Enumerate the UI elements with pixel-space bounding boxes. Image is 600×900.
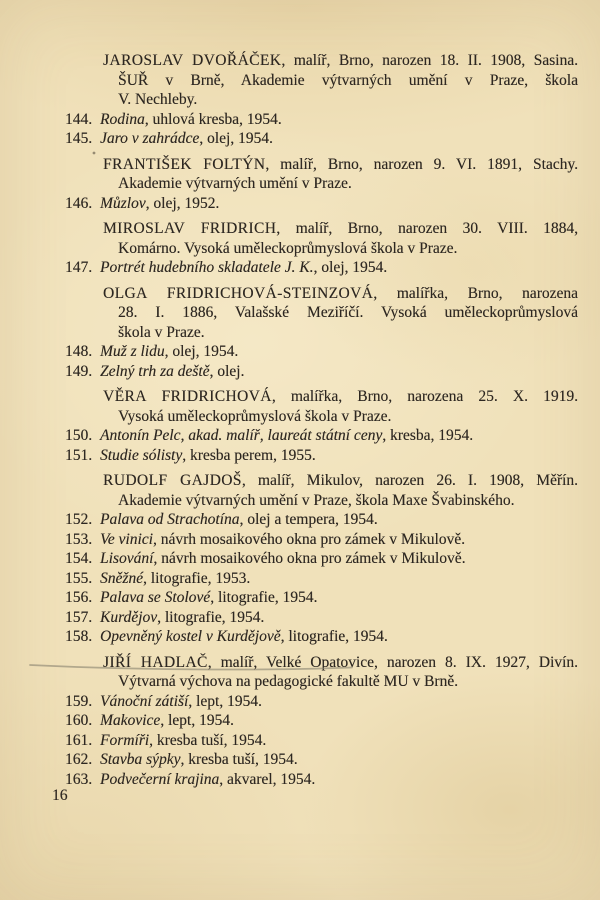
work-item <box>65 426 578 446</box>
works-list <box>65 110 578 149</box>
artist-details: , malíř, Mikulov, narozen 26. I. 1908, Měřín. <box>241 472 578 489</box>
work-title: Můzlov <box>100 194 146 212</box>
work-title: Studie sólisty <box>100 446 183 464</box>
artist-entry <box>65 653 578 790</box>
work-item <box>65 711 578 731</box>
work-title: Ve vinici <box>100 530 153 548</box>
work-details: , návrh mosaikového okna pro zámek v Mikulově. <box>152 530 466 548</box>
work-title: Palava se Stolové <box>100 589 211 606</box>
work-entry-text <box>100 510 578 530</box>
work-title: Makovice <box>100 712 161 729</box>
work-entry-text <box>100 731 578 751</box>
artist-details: , malířka, Brno, narozena 25. X. 1919. <box>271 388 578 405</box>
work-title: Vánoční zátiší <box>100 692 189 710</box>
work-title: Zelný trh za deště <box>100 362 210 380</box>
work-number: 160. <box>65 712 93 729</box>
artist-name: JAROSLAV DVOŘÁČEK <box>103 52 282 69</box>
work-title: Formíři <box>100 731 150 749</box>
work-details: , kresba tuší, 1954. <box>180 751 298 768</box>
works-list <box>65 510 578 647</box>
work-entry-text <box>100 362 578 382</box>
work-entry-text <box>100 588 578 608</box>
work-number: 148. <box>65 343 93 360</box>
work-item <box>65 342 578 362</box>
work-number: 161. <box>65 731 93 749</box>
work-details: , návrh mosaikového okna pro zámek v Mikulově. <box>153 550 466 567</box>
work-item <box>65 569 578 589</box>
artist-catalog <box>65 51 578 789</box>
work-number: 157. <box>65 608 93 626</box>
work-item <box>65 110 578 130</box>
artist-name: FRANTIŠEK FOLTÝN <box>103 155 266 173</box>
works-list <box>65 258 578 278</box>
artist-entry <box>65 284 578 382</box>
work-number: 145. <box>65 130 93 147</box>
work-entry-text <box>100 549 578 569</box>
artist-header-line: ŠUŘ v Brně, Akademie výtvarných umění v Praze, škola <box>118 71 578 89</box>
artist-header-line: Vysoká uměleckoprůmyslová škola v Praze. <box>118 407 392 425</box>
work-item <box>65 194 578 214</box>
artist-header <box>65 219 578 258</box>
artist-header <box>65 387 578 426</box>
work-title: Sněžné <box>100 569 144 587</box>
work-number: 149. <box>65 362 93 380</box>
artist-details: , malířka, Brno, narozena <box>373 284 578 302</box>
work-details: , kresba tuší, 1954. <box>149 731 267 749</box>
work-title: Antonín Pelc, akad. malíř, laureát státní ceny <box>100 427 383 444</box>
work-details: , kresba perem, 1955. <box>182 446 316 464</box>
artist-details: , malíř, Brno, narozen 9. VI. 1891, Stachy. <box>265 155 579 173</box>
work-details: , litografie, 1954. <box>210 589 318 606</box>
work-number: 146. <box>65 194 93 212</box>
work-number: 151. <box>65 446 93 464</box>
work-title: Podvečerní krajina <box>100 770 220 788</box>
artist-entry <box>65 471 578 647</box>
work-details: , uhlová kresba, 1954. <box>144 110 282 128</box>
work-item <box>65 588 578 608</box>
artist-details: , malíř, Velké Opatovice, narozen 8. IX. 1927, Divín. <box>207 653 578 671</box>
work-item <box>65 692 578 712</box>
work-entry-text <box>100 711 578 731</box>
work-title: Rodina <box>100 110 145 128</box>
artist-header-line <box>103 51 578 71</box>
work-title: Opevněný kostel v Kurdějově <box>100 628 281 645</box>
work-title: Portrét hudebního skladatele J. K. <box>100 259 314 276</box>
work-number: 144. <box>65 110 93 128</box>
work-entry-text <box>100 530 578 550</box>
work-item <box>65 627 578 647</box>
work-item <box>65 549 578 569</box>
work-title: Kurdějov <box>100 608 158 626</box>
work-details: , olej, 1952. <box>145 194 220 212</box>
work-details: , lept, 1954. <box>160 712 234 729</box>
artist-details: , malíř, Brno, narozen 30. VIII. 1884, <box>276 220 578 237</box>
artist-entry <box>65 155 578 214</box>
work-entry-text <box>100 129 578 149</box>
work-title: Jaro v zahrádce <box>100 130 200 147</box>
work-number: 152. <box>65 511 93 528</box>
work-number: 158. <box>65 628 93 645</box>
artist-header-line: škola v Praze. <box>118 323 205 341</box>
work-entry-text <box>100 194 578 214</box>
work-entry-text <box>100 426 578 446</box>
work-entry-text <box>100 342 578 362</box>
artist-header <box>65 51 578 110</box>
work-details: , litografie, 1953. <box>143 569 251 587</box>
work-details: , lept, 1954. <box>188 692 262 710</box>
artist-entry <box>65 51 578 149</box>
work-details: , olej, 1954. <box>199 130 273 147</box>
artist-header <box>65 653 578 692</box>
artist-name: RUDOLF GAJDOŠ <box>103 472 242 489</box>
work-details: , olej a tempera, 1954. <box>239 511 378 528</box>
work-entry-text <box>100 770 578 790</box>
work-number: 162. <box>65 751 93 768</box>
page-number: 16 <box>52 787 68 804</box>
artist-header-line <box>103 387 578 407</box>
work-item <box>65 129 578 149</box>
work-item <box>65 530 578 550</box>
work-number: 153. <box>65 530 93 548</box>
work-item <box>65 510 578 530</box>
work-item <box>65 362 578 382</box>
artist-name: OLGA FRIDRICHOVÁ-STEINZOVÁ <box>103 284 374 302</box>
work-entry-text <box>100 750 578 770</box>
work-title: Muž z lidu <box>100 343 165 360</box>
work-entry-text <box>100 258 578 278</box>
work-item <box>65 770 578 790</box>
artist-header-line <box>103 219 578 239</box>
work-details: , kresba, 1954. <box>382 427 474 444</box>
work-details: , litografie, 1954. <box>157 608 265 626</box>
work-entry-text <box>100 569 578 589</box>
artist-name: MIROSLAV FRIDRICH <box>103 220 277 237</box>
work-item <box>65 608 578 628</box>
artist-header-line: Akademie výtvarných umění v Praze, škola Maxe Švabinského. <box>118 491 515 509</box>
work-number: 155. <box>65 569 93 587</box>
artist-header-line: Výtvarná výchova na pedagogické fakultě MU v Brně. <box>118 673 459 690</box>
artist-header-line: V. Nechleby. <box>118 91 198 108</box>
work-number: 147. <box>65 259 93 276</box>
work-title: Palava od Strachotína <box>100 511 240 528</box>
work-title: Lisování <box>100 550 154 567</box>
work-number: 163. <box>65 770 93 788</box>
works-list <box>65 692 578 790</box>
work-entry-text <box>100 608 578 628</box>
artist-header-line: Komárno. Vysoká uměleckoprůmyslová škola v Praze. <box>118 239 458 257</box>
work-details: , litografie, 1954. <box>280 628 388 645</box>
artist-header-line <box>103 155 578 175</box>
artist-header <box>65 155 578 194</box>
work-number: 154. <box>65 550 93 567</box>
artist-header-line <box>103 284 578 304</box>
artist-header-line <box>103 653 578 673</box>
work-entry-text <box>100 692 578 712</box>
work-entry-text <box>100 627 578 647</box>
artist-header <box>65 471 578 510</box>
work-number: 150. <box>65 427 93 444</box>
work-title: Stavba sýpky <box>100 751 181 768</box>
work-number: 156. <box>65 589 93 606</box>
work-item <box>65 446 578 466</box>
work-entry-text <box>100 446 578 466</box>
work-details: , olej. <box>209 362 245 380</box>
work-entry-text <box>100 110 578 130</box>
work-item <box>65 750 578 770</box>
artist-header-line <box>103 471 578 491</box>
works-list <box>65 194 578 214</box>
artist-header-line: Akademie výtvarných umění v Praze. <box>118 175 352 192</box>
artist-header-line: 28. I. 1886, Valašské Meziříčí. Vysoká uměleckoprůmyslová <box>118 304 578 321</box>
artist-details: , malíř, Brno, narozen 18. II. 1908, Sasina. <box>281 52 578 69</box>
work-item <box>65 258 578 278</box>
artist-entry <box>65 387 578 465</box>
works-list <box>65 426 578 465</box>
artist-entry <box>65 219 578 278</box>
work-details: , olej, 1954. <box>164 343 239 360</box>
artist-name: JIŘÍ HADLAČ <box>103 653 208 671</box>
work-details: , olej, 1954. <box>313 259 388 276</box>
work-details: , akvarel, 1954. <box>219 770 316 788</box>
artist-header <box>65 284 578 343</box>
work-number: 159. <box>65 692 93 710</box>
works-list <box>65 342 578 381</box>
work-item <box>65 731 578 751</box>
artist-name: VĚRA FRIDRICHOVÁ <box>103 388 272 405</box>
